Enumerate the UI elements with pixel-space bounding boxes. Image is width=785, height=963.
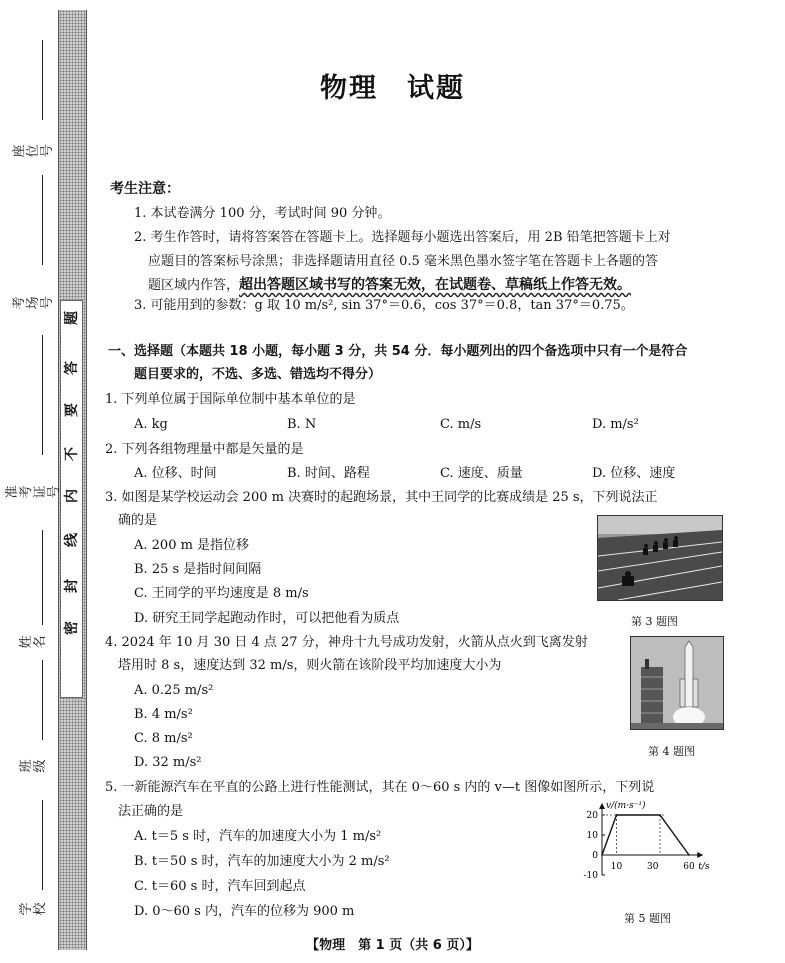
school-line	[42, 800, 43, 890]
option-d: D. 32 m/s²	[134, 755, 202, 770]
question-stem-cont: 确的是	[118, 513, 158, 528]
option-a: A. 0.25 m/s²	[134, 683, 214, 698]
notice-emphasis: 超出答题区域书写的答案无效，在试题卷、草稿纸上作答无效。	[239, 277, 632, 293]
y-tick-label: 20	[586, 811, 598, 821]
option-d: D. 位移、速度	[592, 466, 676, 481]
school-label: 学校	[19, 902, 48, 916]
track-start-photo	[597, 515, 723, 601]
rocket-launch-photo	[630, 636, 724, 730]
ticket-number-label: 准考证号	[5, 485, 62, 499]
seal-char: 密	[64, 621, 80, 635]
option-a: A. 200 m 是指位移	[134, 538, 250, 553]
option-a: A. kg	[134, 417, 168, 432]
exam-room-label: 考场号	[12, 296, 55, 310]
figure-caption: 第 3 题图	[631, 615, 678, 628]
y-axis-label: v/(m·s⁻¹)	[606, 801, 646, 811]
question-stem: 5. 一新能源汽车在平直的公路上进行性能测试，其在 0～60 s 内的 v—t 图像如图所示，下列说	[105, 780, 655, 795]
seal-char: 题	[64, 311, 80, 325]
seal-char: 内	[64, 489, 80, 503]
x-tick-label: 30	[647, 862, 659, 872]
option-c: C. 王同学的平均速度是 8 m/s	[134, 586, 309, 601]
option-b: B. 时间、路程	[287, 466, 370, 481]
exam-room-line	[42, 175, 43, 265]
section-heading: 一、选择题（本题共 18 小题，每小题 3 分，共 54 分．每小题列出的四个备选项中只有一个是符合	[108, 344, 688, 359]
option-c: C. 速度、质量	[440, 466, 523, 481]
question-stem: 1. 下列单位属于国际单位制中基本单位的是	[105, 392, 356, 407]
page-title: 物理 试题	[320, 73, 465, 104]
option-b: B. t＝50 s 时，汽车的加速度大小为 2 m/s²	[134, 854, 390, 869]
option-b: B. 4 m/s²	[134, 707, 193, 722]
option-d: D. 研究王同学起跑动作时，可以把他看为质点	[134, 611, 400, 626]
notice-item: 1. 本试卷满分 100 分，考试时间 90 分钟。	[134, 206, 391, 221]
figure-caption: 第 5 题图	[624, 912, 671, 925]
seal-char: 答	[64, 361, 80, 375]
data-point	[659, 814, 661, 816]
y-tick-label: 10	[586, 831, 598, 841]
question-stem: 4. 2024 年 10 月 30 日 4 点 27 分，神舟十九号成功发射，火箭从点火到飞离发射	[105, 635, 588, 650]
option-c: C. t＝60 s 时，汽车回到起点	[134, 879, 306, 894]
question-stem: 2. 下列各组物理量中都是矢量的是	[105, 442, 304, 457]
y-axis-arrow	[599, 803, 605, 809]
option-a: A. 位移、时间	[134, 466, 217, 481]
question-stem-cont: 塔用时 8 s，速度达到 32 m/s，则火箭在该阶段平均加速度大小为	[118, 658, 502, 673]
name-label: 姓名	[19, 635, 48, 649]
question-stem-cont: 法正确的是	[118, 804, 184, 819]
notice-item: 2. 考生作答时，请将答案答在答题卡上。选择题每小题选出答案后，用 2B 铅笔把答题卡上对	[134, 230, 671, 245]
y-tick-label: -10	[583, 871, 598, 881]
data-point	[616, 814, 618, 816]
option-a: A. t＝5 s 时，汽车的加速度大小为 1 m/s²	[134, 829, 382, 844]
option-d: D. 0～60 s 内，汽车的位移为 900 m	[134, 904, 355, 919]
x-tick-label: 10	[610, 862, 623, 872]
option-b: B. N	[287, 417, 317, 432]
seal-char: 线	[64, 533, 80, 547]
x-tick-label: 60	[683, 862, 695, 872]
x-axis-arrow	[697, 852, 703, 858]
option-d: D. m/s²	[592, 417, 639, 432]
x-axis-label: t/s	[698, 862, 710, 872]
seal-char: 要	[64, 403, 80, 417]
data-point	[601, 854, 603, 856]
data-point	[688, 854, 690, 856]
y-tick-label: 0	[592, 851, 598, 861]
figure-caption: 第 4 题图	[648, 745, 695, 758]
notice-item: 3. 可能用到的参数：g 取 10 m/s², sin 37°＝0.6，cos 37°＝0.8，tan 37°＝0.75。	[134, 298, 634, 313]
vt-graph	[572, 800, 722, 905]
class-line	[42, 660, 43, 740]
notice-item: 题区域内作答，超出答题区域书写的答案无效，在试题卷、草稿纸上作答无效。	[148, 277, 632, 293]
seal-char: 不	[64, 447, 80, 461]
class-label: 班级	[19, 759, 48, 773]
option-c: C. m/s	[440, 417, 482, 432]
question-stem: 3. 如图是某学校运动会 200 m 决赛时的起跑场景，其中王同学的比赛成绩是 25 s，下列说法正	[105, 490, 658, 505]
seat-number-label: 座位号	[12, 144, 55, 158]
notice-item: 应题目的答案标号涂黑；非选择题请用直径 0.5 毫米黑色墨水签字笔在答题卡上各题的答	[148, 254, 658, 269]
section-heading-cont: 题目要求的，不选、多选、错选均不得分）	[134, 367, 382, 382]
option-c: C. 8 m/s²	[134, 731, 193, 746]
option-b: B. 25 s 是指时间间隔	[134, 562, 262, 577]
notice-heading: 考生注意：	[110, 181, 180, 197]
name-line	[42, 530, 43, 625]
page-footer: 【物理 第 1 页（共 6 页）】	[306, 938, 479, 953]
ticket-number-line	[42, 335, 43, 455]
seal-char: 封	[64, 579, 80, 593]
series-line	[602, 815, 689, 855]
